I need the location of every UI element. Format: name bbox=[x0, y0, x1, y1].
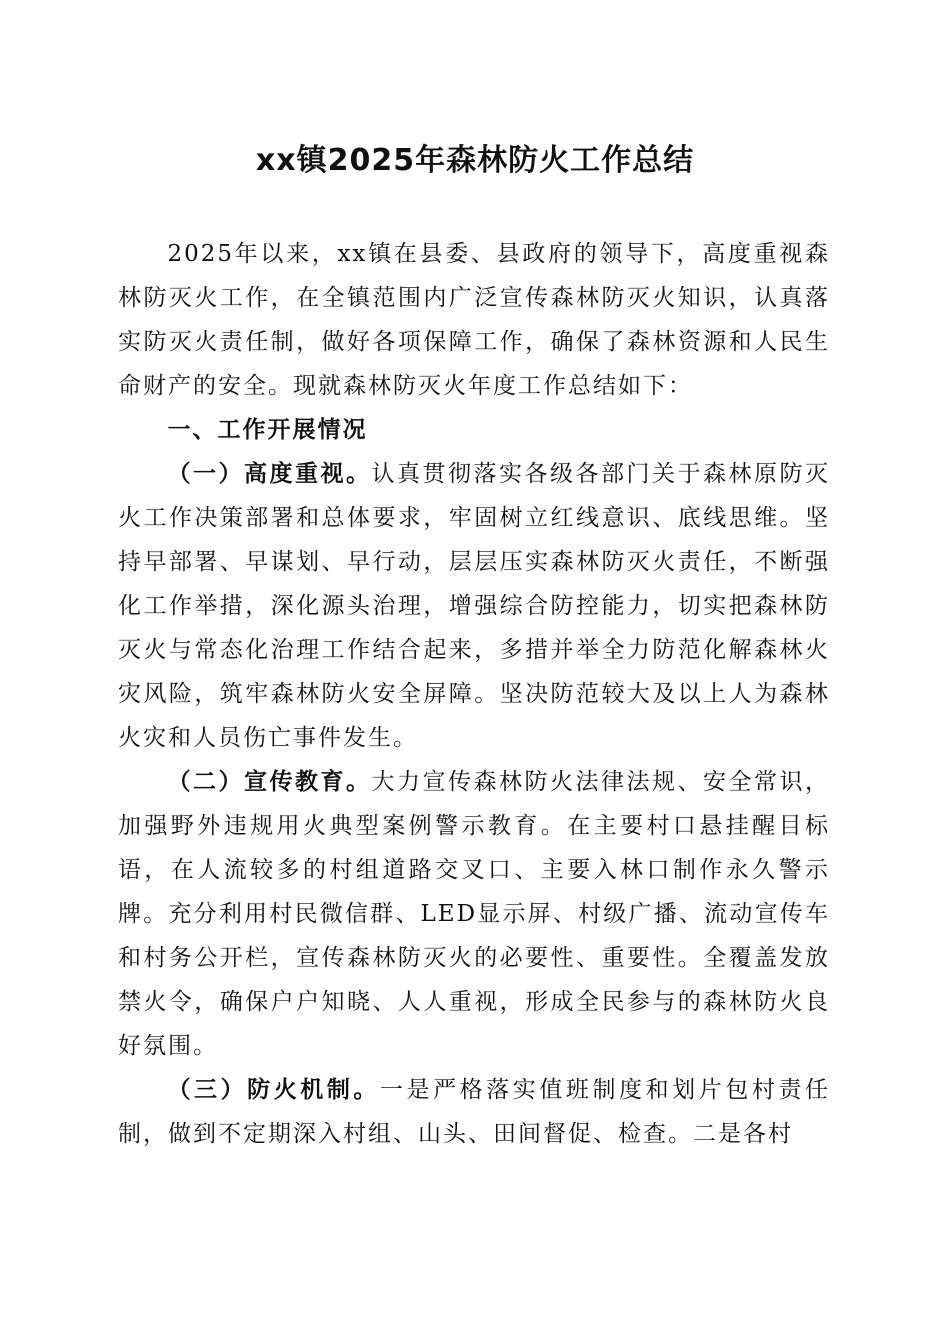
item-3-text: 一是严格落实值班制度和划片包村责任制，做到不定期深入村组、山头、田间督促、检查。二是各村 bbox=[118, 1077, 831, 1147]
item-1-label: （一）高度重视。 bbox=[167, 461, 372, 487]
paragraph-item-3 bbox=[118, 1068, 830, 1156]
item-3-label: （三）防火机制。 bbox=[167, 1077, 380, 1103]
section-heading: 一、工作开展情况 bbox=[167, 417, 368, 443]
item-2-text: 大力宣传森林防火法律法规、安全常识，加强野外违规用火典型案例警示教育。在主要村口悬挂醒目标语，在人流较多的村组道路交叉口、主要入林口制作永久警示牌。充分利用村民微信群、LED显示屏、村级广播、流动宣传车和村务公开栏，宣传森林防灭火的必要性、重要性。全覆盖发放禁火令，确保户户知晓、人人重视，形成全民参与的森林防火良好氛围。 bbox=[118, 769, 831, 1059]
paragraph-item-1 bbox=[118, 452, 830, 760]
item-2-label: （二）宣传教育。 bbox=[167, 769, 372, 795]
document-body bbox=[118, 232, 830, 1156]
document-title: xx镇2025年森林防火工作总结 bbox=[255, 143, 695, 178]
intro-paragraph: 2025年以来，xx镇在县委、县政府的领导下，高度重视森林防灭火工作，在全镇范围内广泛宣传森林防灭火知识，认真落实防灭火责任制，做好各项保障工作，确保了森林资源和人民生命财产的安全。现就森林防灭火年度工作总结如下： bbox=[118, 241, 830, 399]
item-1-text: 认真贯彻落实各级各部门关于森林原防灭火工作决策部署和总体要求，牢固树立红线意识、底线思维。坚持早部署、早谋划、早行动，层层压实森林防灭火责任，不断强化工作举措，深化源头治理，增强综合防控能力，切实把森林防灭火与常态化治理工作结合起来，多措并举全力防范化解森林火灾风险，筑牢森林防火安全屏障。坚决防范较大及以上人为森林火灾和人员伤亡事件发生。 bbox=[118, 461, 831, 751]
paragraph-item-2 bbox=[118, 760, 830, 1068]
